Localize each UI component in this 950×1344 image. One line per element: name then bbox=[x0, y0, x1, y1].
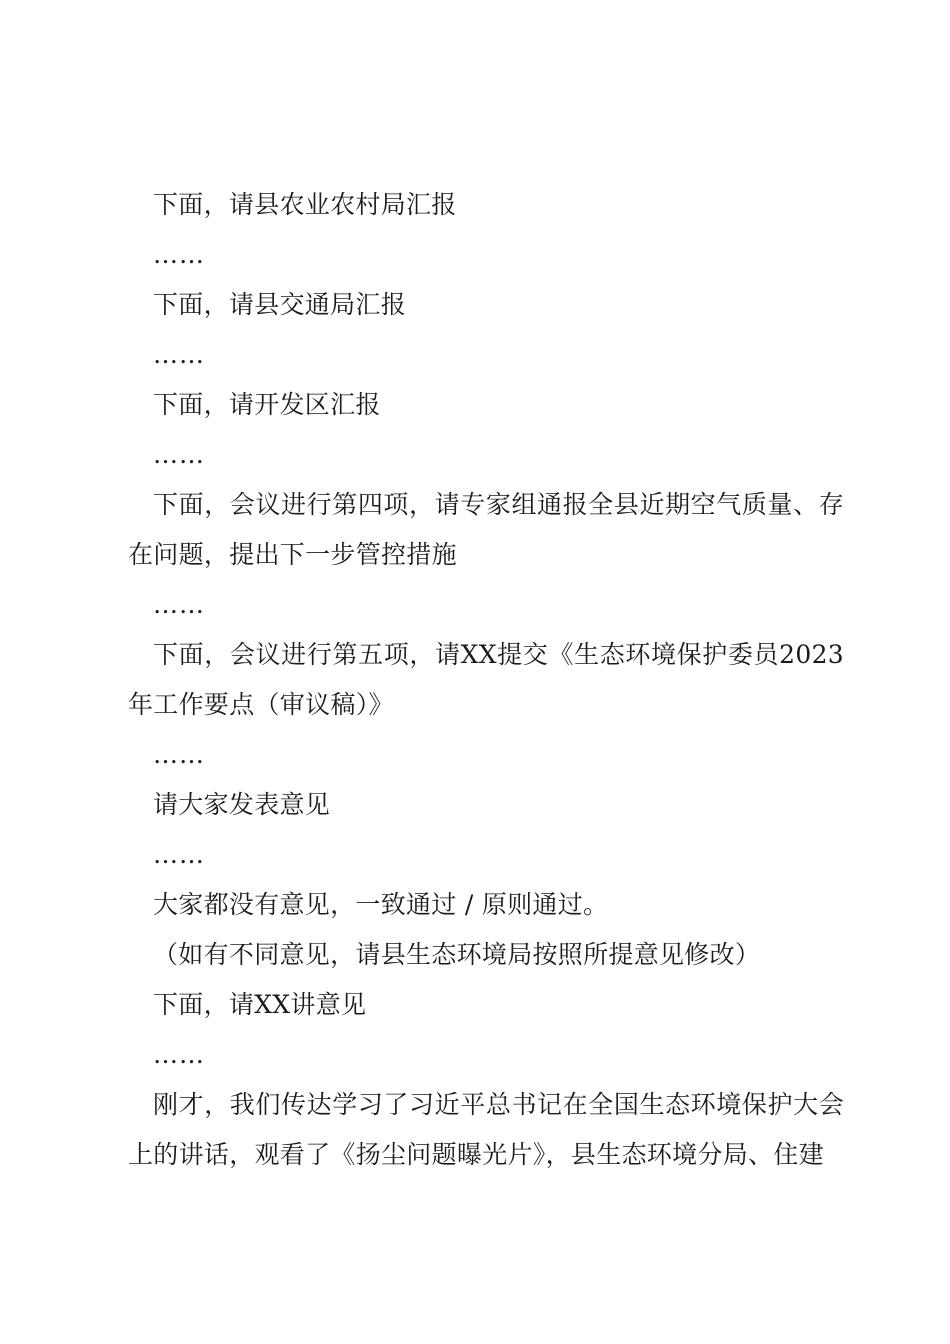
ellipsis: …… bbox=[153, 740, 205, 769]
paragraph-report-agriculture: 下面，请县农业农村局汇报 bbox=[153, 190, 457, 219]
ellipsis: …… bbox=[153, 240, 205, 269]
document-page bbox=[128, 180, 844, 1180]
paragraph-revision-note: （如有不同意见，请县生态环境局按照所提意见修改） bbox=[153, 940, 761, 969]
paragraph-summary: 刚才，我们传达学习了习近平总书记在全国生态环境保护大会上的讲话，观看了《扬尘问题曝光片》，县生态环境分局、住建 bbox=[128, 1090, 844, 1169]
ellipsis: …… bbox=[153, 440, 205, 469]
paragraph-report-development-zone: 下面，请开发区汇报 bbox=[153, 390, 381, 419]
paragraph-invite-remarks: 下面，请XX讲意见 bbox=[153, 990, 367, 1019]
paragraph-report-transport: 下面，请县交通局汇报 bbox=[153, 290, 407, 319]
paragraph-approval: 大家都没有意见，一致通过 / 原则通过。 bbox=[153, 890, 609, 919]
paragraph-item-five: 下面，会议进行第五项，请XX提交《生态环境保护委员2023年工作要点（审议稿）》 bbox=[128, 640, 844, 719]
paragraph-item-four: 下面，会议进行第四项，请专家组通报全县近期空气质量、存在问题，提出下一步管控措施 bbox=[128, 490, 844, 569]
paragraph-invite-opinions: 请大家发表意见 bbox=[153, 790, 331, 819]
ellipsis: …… bbox=[153, 1040, 205, 1069]
ellipsis: …… bbox=[153, 840, 205, 869]
ellipsis: …… bbox=[153, 340, 205, 369]
ellipsis: …… bbox=[153, 590, 205, 619]
